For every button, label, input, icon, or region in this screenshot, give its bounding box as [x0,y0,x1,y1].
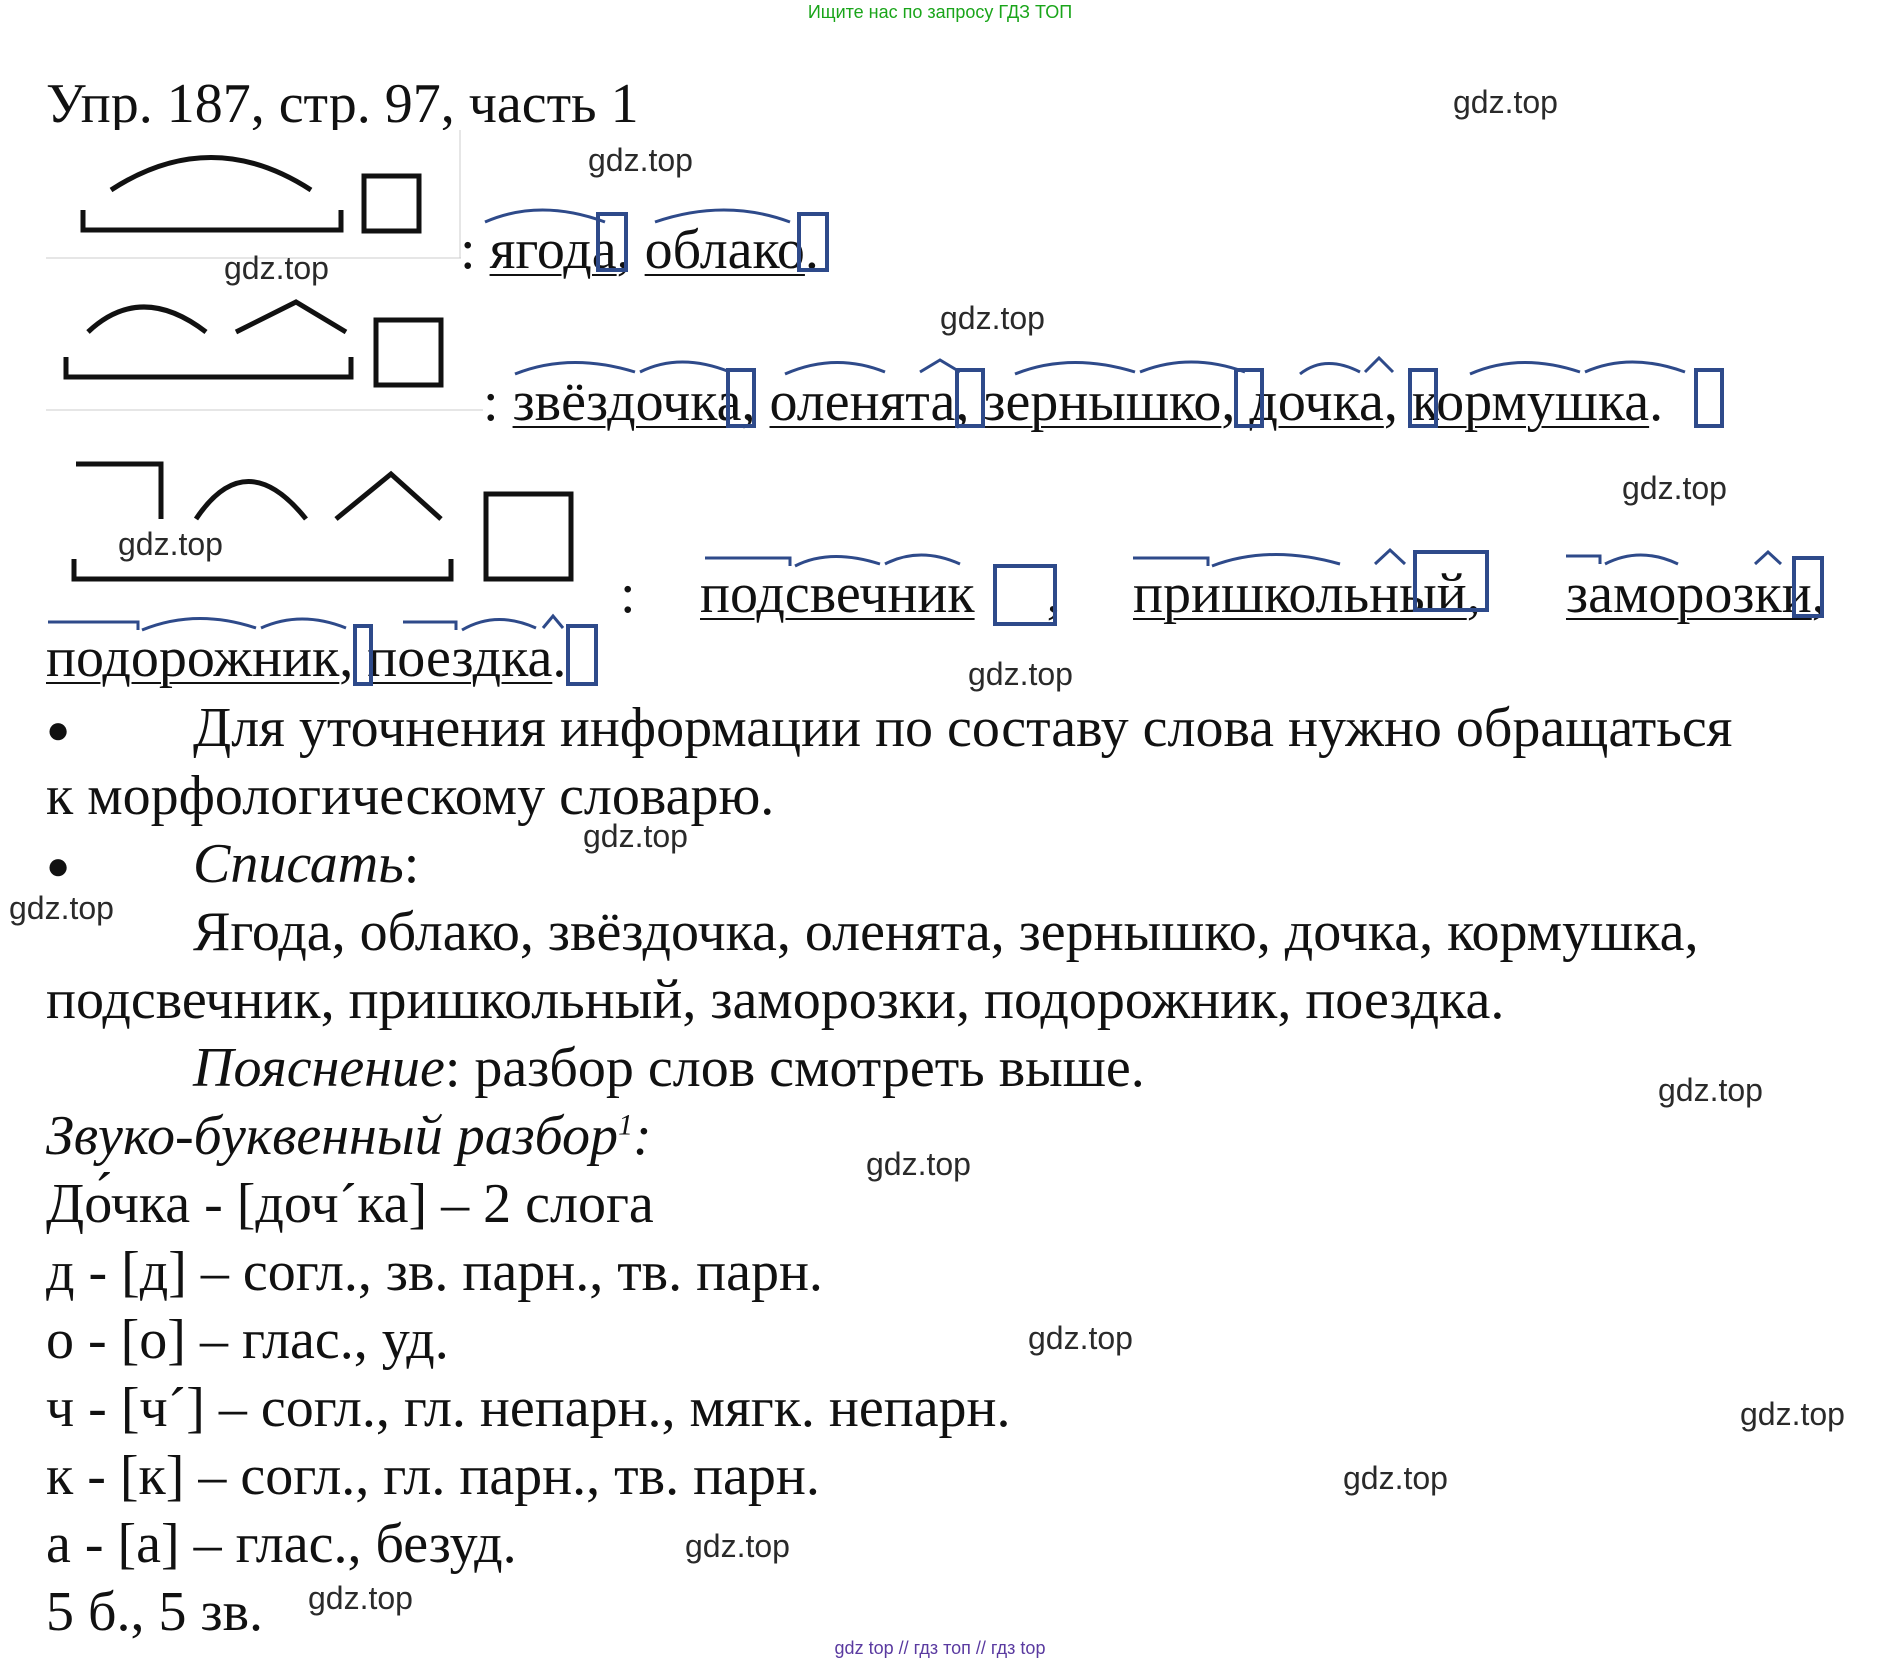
bottom-links[interactable]: gdz top // гдз топ // гдз top [834,1638,1046,1658]
period: . [1649,371,1664,433]
colon: : [633,1105,652,1167]
scheme-root-suffix-ending [46,272,483,412]
watermark: gdz.top [588,142,693,178]
word-list-line1: Ягода, облако, звёздочка, оленята, зернышко, дочка, кормушка, [193,901,1699,963]
watermark: gdz.top [1343,1460,1448,1496]
word-kormushka: кормушка [1411,371,1650,433]
ending-box [566,624,598,686]
watermark: gdz.top [1622,470,1727,506]
row4-morpheme-arcs [46,604,606,640]
word-poezdka: поездка [367,627,553,689]
watermark: gdz.top [1028,1320,1133,1356]
analysis-line: ч - [ч´] – согл., гл. непарн., мягк. непарн. [46,1377,1011,1439]
zvuko-label: Звуко-буквенный разбор [46,1105,619,1167]
period: . [552,627,567,689]
comma: , [339,627,354,689]
period: . [804,219,819,281]
row2-morpheme-arcs [510,350,1740,380]
poyasnenie-text: : разбор слов смотреть выше. [444,1037,1145,1099]
comma: , [955,371,970,433]
bullet: ● [46,843,71,888]
watermark: gdz.top [940,300,1045,336]
watermark: gdz.top [968,656,1073,692]
colon: : [403,833,420,895]
ending-box [1694,368,1724,428]
analysis-line: 5 б., 5 зв. [46,1581,264,1643]
ending-box [353,624,373,686]
watermark: gdz.top [118,526,223,562]
watermark: gdz.top [583,818,688,854]
word-prishkolny: пришкольный [1133,563,1467,625]
word-yagoda: ягода [489,219,617,281]
spisat-label: Списать [193,833,404,895]
analysis-line: До́чка - [доч´ка] – 2 слога [46,1173,654,1235]
scheme-prefix-root-suffix-ending [46,424,616,594]
watermark: gdz.top [866,1146,971,1182]
word-dochka: дочка [1249,371,1384,433]
ending-box [1792,556,1824,618]
row2-separator: : [483,371,499,433]
footnote-mark: 1 [618,1108,634,1142]
ending-box [726,368,756,428]
comma: , [741,371,756,433]
comma: , [1466,563,1481,625]
analysis-line: а - [а] – глас., безуд. [46,1513,517,1575]
comma: , [616,219,631,281]
word-zernyshko: зернышко [983,371,1222,433]
row1-separator: : [460,219,476,281]
word-list-line2: подсвечник, пришкольный, заморозки, подорожник, поездка. [46,969,1505,1031]
word-oblako: облако [644,219,805,281]
watermark: gdz.top [1740,1396,1845,1432]
top-banner[interactable]: Ищите нас по запросу ГДЗ ТОП [807,2,1073,22]
bullet: ● [46,707,71,752]
ending-box [1413,550,1489,612]
analysis-line: о - [о] – глас., уд. [46,1309,449,1371]
row3-morpheme-arcs [700,540,1840,576]
word-podsvechnik: подсвечник [700,563,975,625]
row3-separator: : [620,563,636,625]
ending-box [1408,368,1438,428]
poyasnenie-label: Пояснение [193,1037,445,1099]
watermark: gdz.top [1453,84,1558,120]
watermark: gdz.top [1658,1072,1763,1108]
comma: , [1046,563,1061,625]
comma: , [1383,371,1398,433]
ending-box [955,368,985,428]
page-title: Упр. 187, стр. 97, часть 1 [46,73,639,135]
watermark: gdz.top [685,1528,790,1564]
ending-box [797,212,829,272]
ending-box [1234,368,1264,428]
analysis-line: д - [д] – согл., зв. парн., тв. парн. [46,1241,823,1303]
word-podorozhnik: подорожник [46,627,340,689]
para1-line1: Для уточнения информации по составу слова нужно обращаться [193,697,1733,759]
word-olenyata: оленята [769,371,956,433]
ending-box [993,564,1057,626]
comma: , [1221,371,1236,433]
scheme-root-ending [46,130,461,260]
word-zvezdochka: звёздочка [512,371,742,433]
watermark: gdz.top [308,1580,413,1616]
comma: , [1811,563,1826,625]
para1-line2: к морфологическому словарю. [46,765,775,827]
ending-box [596,212,628,272]
watermark: gdz.top [9,890,114,926]
word-zamorozki: заморозки [1566,563,1812,625]
watermark: gdz.top [224,250,329,286]
analysis-line: к - [к] – согл., гл. парн., тв. парн. [46,1445,820,1507]
row1-root-arcs [480,200,840,230]
